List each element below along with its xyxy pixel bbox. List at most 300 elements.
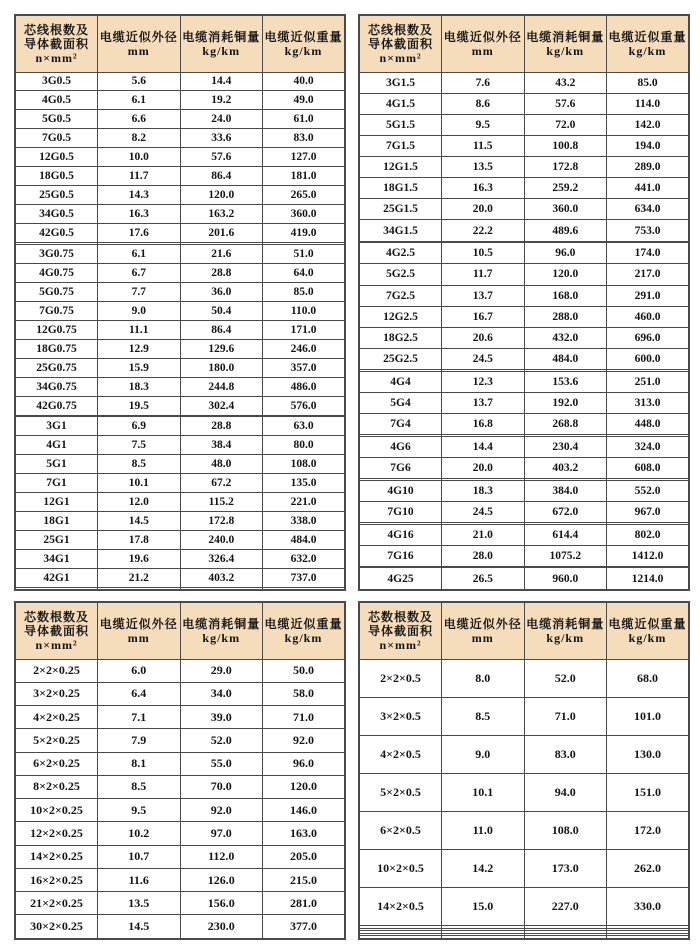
table-row [359, 264, 689, 285]
cell: 135.0 [263, 474, 346, 493]
cell: 71.0 [263, 706, 346, 729]
cell: 960.0 [524, 568, 607, 590]
cell: 360.0 [263, 205, 346, 224]
cell: 7G6 [359, 457, 442, 478]
cell: 324.0 [607, 436, 690, 457]
table-row [359, 773, 689, 811]
cell: 80.0 [263, 436, 346, 455]
cell: 4×2×0.5 [359, 735, 442, 773]
cell: 83.0 [524, 735, 607, 773]
table-row [359, 327, 689, 348]
cell [442, 935, 525, 939]
column-header-line: 电缆近似外径 [443, 616, 522, 631]
cell: 3G1.5 [359, 72, 442, 93]
cell: 7.6 [442, 72, 525, 93]
cell: 92.0 [263, 729, 346, 752]
cell: 172.8 [180, 512, 263, 531]
cell: 7G10 [359, 501, 442, 522]
table-row [15, 569, 345, 588]
cell: 230.0 [180, 915, 263, 939]
table-row [15, 682, 345, 705]
table-row [15, 455, 345, 474]
cell: 28.0 [442, 545, 525, 566]
cell: 9.5 [98, 799, 181, 822]
cell: 18G0.75 [15, 339, 98, 358]
table-row [359, 114, 689, 135]
table-row [359, 480, 689, 501]
table-row [15, 706, 345, 729]
table-row [359, 157, 689, 178]
cell: 6.1 [98, 244, 181, 263]
cell: 4G16 [359, 524, 442, 545]
cell [263, 587, 346, 590]
cell: 21.6 [180, 244, 263, 263]
column-header-line: mm [127, 630, 150, 645]
cell: 36.0 [180, 282, 263, 301]
cell: 330.0 [607, 888, 690, 926]
column-header-line: kg/km [628, 43, 667, 58]
cell: 240.0 [180, 531, 263, 550]
cell: 12G1.5 [359, 157, 442, 178]
column-header-line: kg/km [202, 630, 241, 645]
cell: 18G1.5 [359, 178, 442, 199]
column-header [359, 15, 442, 72]
cell: 802.0 [607, 524, 690, 545]
cell: 48.0 [180, 455, 263, 474]
cell: 112.0 [180, 845, 263, 868]
column-header [15, 15, 98, 72]
table-row [359, 545, 689, 566]
cell: 14.3 [98, 186, 181, 205]
cell: 43.2 [524, 72, 607, 93]
cell: 39.0 [180, 706, 263, 729]
cell: 86.4 [180, 320, 263, 339]
table-row [15, 186, 345, 205]
cell: 4G0.75 [15, 263, 98, 282]
column-header-line: kg/km [202, 43, 241, 58]
cell: 403.2 [180, 569, 263, 588]
cell: 632.0 [263, 550, 346, 569]
cell: 357.0 [263, 358, 346, 377]
table-header [15, 15, 345, 72]
table-row [15, 205, 345, 224]
cell: 13.7 [442, 285, 525, 306]
cell: 302.4 [180, 396, 263, 415]
table-row [15, 263, 345, 282]
cell: 58.0 [263, 682, 346, 705]
cell: 4G4 [359, 371, 442, 392]
cell: 2×2×0.25 [15, 659, 98, 682]
cell: 10×2×0.5 [359, 850, 442, 888]
cell: 34G1.5 [359, 220, 442, 241]
table-row [359, 285, 689, 306]
cell: 5G0.5 [15, 110, 98, 129]
cell: 14×2×0.25 [15, 845, 98, 868]
cell: 25G1.5 [359, 199, 442, 220]
column-header [524, 602, 607, 659]
cell: 215.0 [263, 868, 346, 891]
cell: 34G0.5 [15, 205, 98, 224]
cell: 18G0.5 [15, 167, 98, 186]
cell: 262.0 [607, 850, 690, 888]
cell: 100.8 [524, 135, 607, 156]
column-header-line: kg/km [546, 630, 585, 645]
column-header [607, 15, 690, 72]
cell: 448.0 [607, 414, 690, 435]
cell: 288.0 [524, 306, 607, 327]
cell: 21×2×0.25 [15, 892, 98, 915]
table-row [359, 199, 689, 220]
cell: 5×2×0.5 [359, 773, 442, 811]
table-row [15, 587, 345, 590]
header-row [15, 602, 345, 659]
table-row [359, 735, 689, 773]
cell: 6×2×0.5 [359, 812, 442, 850]
cell: 8.2 [98, 129, 181, 148]
column-header-line: 芯线根数及 [23, 22, 89, 37]
cell: 15.9 [98, 358, 181, 377]
table-row [15, 377, 345, 396]
cell: 38.4 [180, 436, 263, 455]
cell: 10.1 [442, 773, 525, 811]
table-row [359, 659, 689, 697]
cell: 11.1 [98, 320, 181, 339]
cell: 419.0 [263, 224, 346, 243]
cell: 484.0 [524, 348, 607, 369]
cell: 246.0 [263, 339, 346, 358]
cell: 22.2 [442, 220, 525, 241]
cell: 360.0 [524, 199, 607, 220]
column-header [263, 602, 346, 659]
cell: 17.6 [98, 224, 181, 243]
cell: 21.0 [442, 524, 525, 545]
column-header-line: 电缆消耗铜量 [526, 616, 605, 631]
cell: 194.0 [607, 135, 690, 156]
cell: 3G0.75 [15, 244, 98, 263]
cell: 244.8 [180, 377, 263, 396]
cell: 259.2 [524, 178, 607, 199]
table-row [15, 659, 345, 682]
cell: 6.6 [98, 110, 181, 129]
table-row [15, 822, 345, 845]
cell: 13.5 [442, 157, 525, 178]
cell: 672.0 [524, 501, 607, 522]
column-header-line: 导体截面积 [23, 36, 89, 51]
cell: 10.0 [98, 148, 181, 167]
cell: 8.5 [98, 775, 181, 798]
cell: 6.9 [98, 417, 181, 436]
column-header-line: 电缆近似重量 [608, 29, 687, 44]
table-row [359, 135, 689, 156]
column-header-line: kg/km [284, 630, 323, 645]
table-header [359, 15, 689, 72]
cell: 7.5 [98, 436, 181, 455]
column-header-line: n×mm² [379, 637, 422, 652]
table-row [359, 371, 689, 392]
cell: 14×2×0.5 [359, 888, 442, 926]
cell: 7G4 [359, 414, 442, 435]
cell: 5×2×0.25 [15, 729, 98, 752]
column-header-line: 芯数根数及 [367, 609, 433, 624]
cell: 114.0 [607, 93, 690, 114]
cell: 4G1 [15, 436, 98, 455]
cell: 205.0 [263, 845, 346, 868]
column-header-line: kg/km [628, 630, 667, 645]
cell: 127.0 [263, 148, 346, 167]
cell: 110.0 [263, 301, 346, 320]
cell: 18G1 [15, 512, 98, 531]
cell: 7G0.5 [15, 129, 98, 148]
cable-spec-table-bottom-right [358, 601, 690, 940]
cell: 115.2 [180, 493, 263, 512]
cell [98, 587, 181, 590]
cell: 12×2×0.25 [15, 822, 98, 845]
cell: 552.0 [607, 480, 690, 501]
cell: 12G0.75 [15, 320, 98, 339]
cell: 7G1.5 [359, 135, 442, 156]
cell: 614.4 [524, 524, 607, 545]
cell: 126.0 [180, 868, 263, 891]
cell: 7G2.5 [359, 285, 442, 306]
column-header [98, 602, 181, 659]
cell: 6.4 [98, 682, 181, 705]
cell: 8.1 [98, 752, 181, 775]
cell: 403.2 [524, 457, 607, 478]
cell: 130.0 [607, 735, 690, 773]
column-header-line: mm [127, 43, 150, 58]
cell: 11.5 [442, 135, 525, 156]
cell: 192.0 [524, 392, 607, 413]
cell: 7.7 [98, 282, 181, 301]
cell: 326.4 [180, 550, 263, 569]
cell: 441.0 [607, 178, 690, 199]
cell: 227.0 [524, 888, 607, 926]
cell: 26.5 [442, 568, 525, 590]
cell: 153.6 [524, 371, 607, 392]
cell: 486.0 [263, 377, 346, 396]
table-row [15, 531, 345, 550]
cell: 12.3 [442, 371, 525, 392]
cell: 338.0 [263, 512, 346, 531]
cell: 16×2×0.25 [15, 868, 98, 891]
cell: 19.5 [98, 396, 181, 415]
cell: 5G2.5 [359, 264, 442, 285]
table-row [15, 167, 345, 186]
cell: 21.2 [98, 569, 181, 588]
table-row [359, 178, 689, 199]
column-header [359, 602, 442, 659]
table-row [359, 812, 689, 850]
cell: 42G0.5 [15, 224, 98, 243]
cell: 96.0 [263, 752, 346, 775]
cell: 265.0 [263, 186, 346, 205]
cell: 156.0 [180, 892, 263, 915]
cell: 24.5 [442, 348, 525, 369]
cell: 608.0 [607, 457, 690, 478]
column-header-line: 电缆近似外径 [99, 616, 178, 631]
cell: 7G0.75 [15, 301, 98, 320]
table-row [15, 339, 345, 358]
table-row [15, 417, 345, 436]
table-row [359, 220, 689, 241]
cell: 5.6 [98, 72, 181, 91]
table-row [15, 244, 345, 263]
cell: 108.0 [524, 812, 607, 850]
cell: 172.8 [524, 157, 607, 178]
cell: 19.2 [180, 91, 263, 110]
table-body [359, 72, 689, 590]
cell: 4G10 [359, 480, 442, 501]
cell: 7G16 [359, 545, 442, 566]
cell: 8.0 [442, 659, 525, 697]
cell: 12.0 [98, 493, 181, 512]
cell: 460.0 [607, 306, 690, 327]
cell: 168.0 [524, 285, 607, 306]
cell: 16.3 [442, 178, 525, 199]
table-body [15, 72, 345, 590]
cell: 142.0 [607, 114, 690, 135]
column-header-line: 电缆近似重量 [264, 29, 343, 44]
cell [607, 935, 690, 939]
table-row [15, 301, 345, 320]
cell: 49.0 [263, 91, 346, 110]
cell: 146.0 [263, 799, 346, 822]
column-header-line: 电缆消耗铜量 [182, 616, 261, 631]
cell: 67.2 [180, 474, 263, 493]
table-row [15, 396, 345, 415]
cell: 14.4 [442, 436, 525, 457]
table-row [359, 243, 689, 264]
table-row [15, 729, 345, 752]
cell: 101.0 [607, 697, 690, 735]
table-row [15, 845, 345, 868]
table-row [15, 512, 345, 531]
table-row [15, 752, 345, 775]
column-header [263, 15, 346, 72]
cell: 753.0 [607, 220, 690, 241]
cell: 5G1 [15, 455, 98, 474]
cell: 180.0 [180, 358, 263, 377]
cell: 14.5 [98, 915, 181, 939]
cell: 1412.0 [607, 545, 690, 566]
column-header [442, 602, 525, 659]
cell: 8.5 [98, 455, 181, 474]
cell: 1214.0 [607, 568, 690, 590]
cell: 24.5 [442, 501, 525, 522]
cell: 51.0 [263, 244, 346, 263]
column-header-line: mm [471, 630, 494, 645]
header-row [15, 15, 345, 72]
cell: 4G25 [359, 568, 442, 590]
cell: 20.6 [442, 327, 525, 348]
table-row [15, 110, 345, 129]
table-row [359, 524, 689, 545]
column-header-line: n×mm² [35, 50, 78, 65]
table-row [15, 799, 345, 822]
cell: 12G1 [15, 493, 98, 512]
table-row [15, 892, 345, 915]
cell: 291.0 [607, 285, 690, 306]
cell: 96.0 [524, 243, 607, 264]
cell: 10.5 [442, 243, 525, 264]
cell: 230.4 [524, 436, 607, 457]
cable-spec-table-top-left [14, 14, 346, 591]
cell: 11.7 [442, 264, 525, 285]
cell: 217.0 [607, 264, 690, 285]
cell: 696.0 [607, 327, 690, 348]
cell: 40.0 [263, 72, 346, 91]
column-header-line: 导体截面积 [23, 623, 89, 638]
cell: 173.0 [524, 850, 607, 888]
cell: 34G0.75 [15, 377, 98, 396]
cell: 33.6 [180, 129, 263, 148]
cell: 181.0 [263, 167, 346, 186]
table-body [15, 659, 345, 939]
table-row [359, 501, 689, 522]
cell: 6.7 [98, 263, 181, 282]
cell: 163.2 [180, 205, 263, 224]
cell: 201.6 [180, 224, 263, 243]
cell: 20.0 [442, 199, 525, 220]
header-row [359, 602, 689, 659]
cell: 92.0 [180, 799, 263, 822]
column-header-line: mm [471, 43, 494, 58]
cell: 14.4 [180, 72, 263, 91]
column-header [180, 602, 263, 659]
cell: 11.6 [98, 868, 181, 891]
table-row [15, 282, 345, 301]
table-row [359, 457, 689, 478]
cell: 25G0.5 [15, 186, 98, 205]
cell: 9.0 [442, 735, 525, 773]
table-header [15, 602, 345, 659]
cell: 737.0 [263, 569, 346, 588]
column-header [98, 15, 181, 72]
cell: 6.1 [98, 91, 181, 110]
table-row [15, 358, 345, 377]
cell: 377.0 [263, 915, 346, 939]
table-row [15, 148, 345, 167]
cell: 7.9 [98, 729, 181, 752]
cell: 2×2×0.5 [359, 659, 442, 697]
cell: 57.6 [524, 93, 607, 114]
cell: 289.0 [607, 157, 690, 178]
table-row [15, 868, 345, 891]
cell: 5G0.75 [15, 282, 98, 301]
cell [524, 935, 607, 939]
cell: 25G1 [15, 531, 98, 550]
cell: 18.3 [98, 377, 181, 396]
cell: 50.0 [263, 659, 346, 682]
cell: 9.0 [98, 301, 181, 320]
cell: 68.0 [607, 659, 690, 697]
table-row [15, 474, 345, 493]
column-header-line: 电缆近似重量 [264, 616, 343, 631]
cell: 576.0 [263, 396, 346, 415]
cell: 129.6 [180, 339, 263, 358]
cell: 19.6 [98, 550, 181, 569]
cell: 17.8 [98, 531, 181, 550]
cell: 313.0 [607, 392, 690, 413]
column-header-line: 导体截面积 [367, 36, 433, 51]
cell: 8.6 [442, 93, 525, 114]
cell: 16.8 [442, 414, 525, 435]
table-row [15, 775, 345, 798]
cell: 10.2 [98, 822, 181, 845]
cell: 120.0 [524, 264, 607, 285]
column-header [180, 15, 263, 72]
cell: 13.7 [442, 392, 525, 413]
